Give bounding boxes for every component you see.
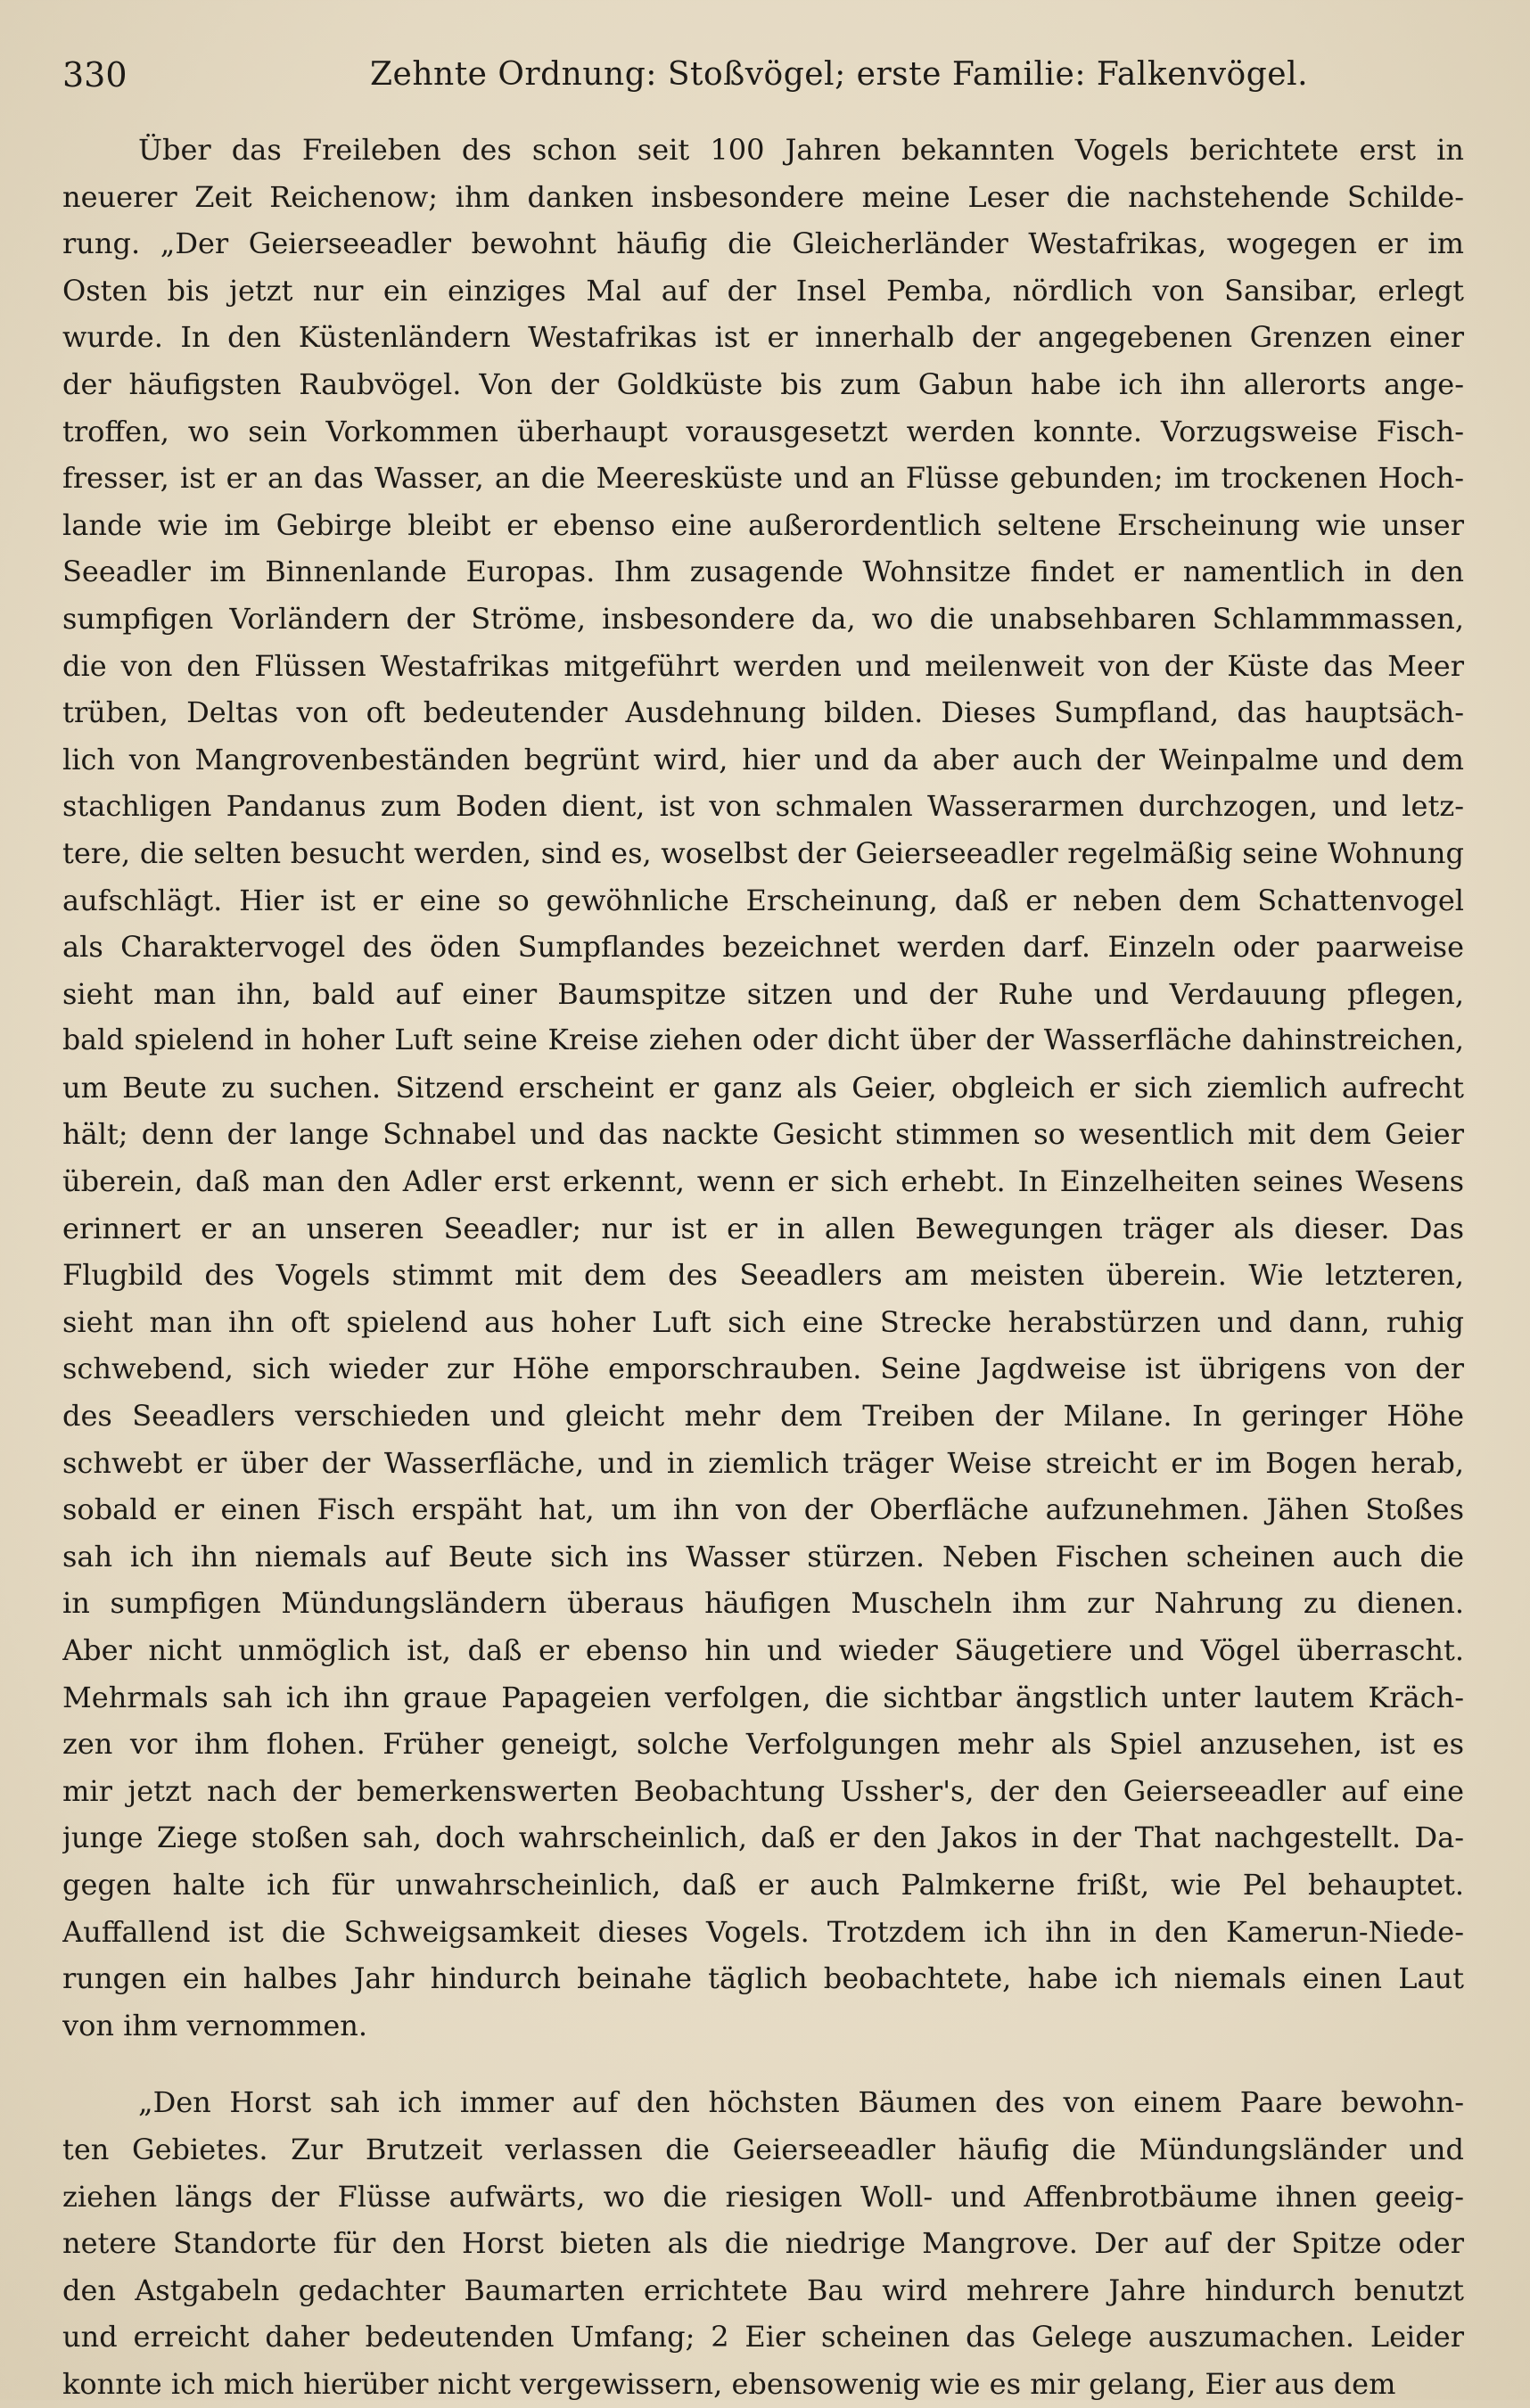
text-line: netere Standorte für den Horst bieten als die niedrige Mangrove. Der auf der Spitze oder bbox=[62, 2226, 1464, 2261]
text-line: Aber nicht unmöglich ist, daß er ebenso hin und wieder Säugetiere und Vögel überrascht. bbox=[62, 1633, 1464, 1667]
paragraph bbox=[62, 2079, 1464, 2407]
running-head: Zehnte Ordnung: Stoßvögel; erste Familie: Falkenvögel. bbox=[370, 56, 1309, 93]
text-line: trüben, Deltas von oft bedeutender Ausdehnung bilden. Dieses Sumpfland, das hauptsäch- bbox=[62, 695, 1464, 730]
text-line: bald spielend in hoher Luft seine Kreise ziehen oder dicht über der Wasserfläche dahinstreichen, bbox=[62, 1024, 1464, 1057]
text-line: in sumpfigen Mündungsländern überaus häufigen Muscheln ihm zur Nahrung zu dienen. bbox=[62, 1586, 1464, 1621]
text-line: den Astgabeln gedachter Baumarten errichtete Bau wird mehrere Jahre hindurch benutzt bbox=[62, 2272, 1464, 2307]
text-line: gegen halte ich für unwahrscheinlich, daß er auch Palmkerne frißt, wie Pel behauptet. bbox=[62, 1867, 1464, 1902]
text-line: fresser, ist er an das Wasser, an die Meeresküste und an Flüsse gebunden; im trockenen Hoch- bbox=[62, 461, 1464, 496]
text-line: „Den Horst sah ich immer auf den höchsten Bäumen des von einem Paare bewohn- bbox=[138, 2085, 1464, 2120]
text-line: ten Gebietes. Zur Brutzeit verlassen die Geierseeadler häufig die Mündungsländer und bbox=[62, 2132, 1464, 2166]
text-line: lande wie im Gebirge bleibt er ebenso eine außerordentlich seltene Erscheinung wie unser bbox=[62, 507, 1464, 542]
text-line: die von den Flüssen Westafrikas mitgeführt werden und meilenweit von der Küste das Meer bbox=[62, 648, 1464, 683]
text-line: sieht man ihn, bald auf einer Baumspitze sitzen und der Ruhe und Verdauung pflegen, bbox=[62, 976, 1464, 1011]
text-line: sobald er einen Fisch erspäht hat, um ihn von der Oberfläche aufzunehmen. Jähen Stoßes bbox=[62, 1492, 1464, 1527]
text-line: rung. „Der Geierseeadler bewohnt häufig die Gleicherländer Westafrikas, wogegen er im bbox=[62, 226, 1464, 261]
text-line: junge Ziege stoßen sah, doch wahrscheinlich, daß er den Jakos in der That nachgestellt. Da- bbox=[62, 1820, 1464, 1855]
page-header bbox=[62, 50, 1480, 100]
paragraph bbox=[62, 127, 1464, 2049]
text-line: sieht man ihn oft spielend aus hoher Luft sich eine Strecke herabstürzen und dann, ruhig bbox=[62, 1304, 1464, 1339]
text-line: hält; denn der lange Schnabel und das nackte Gesicht stimmen so wesentlich mit dem Geier bbox=[62, 1117, 1464, 1152]
text-line: sah ich ihn niemals auf Beute sich ins Wasser stürzen. Neben Fischen scheinen auch die bbox=[62, 1539, 1464, 1574]
text-line: rungen ein halbes Jahr hindurch beinahe täglich beobachtete, habe ich niemals einen Laut bbox=[62, 1961, 1464, 1996]
text-line: troffen, wo sein Vorkommen überhaupt vorausgesetzt werden konnte. Vorzugsweise Fisch- bbox=[62, 414, 1464, 448]
text-line: stachligen Pandanus zum Boden dient, ist von schmalen Wasserarmen durchzogen, und letz- bbox=[62, 789, 1464, 824]
text-line: Auffallend ist die Schweigsamkeit dieses Vogels. Trotzdem ich ihn in den Kamerun-Niede- bbox=[62, 1914, 1464, 1949]
text-line: Über das Freileben des schon seit 100 Jahren bekannten Vogels berichtete erst in bbox=[138, 133, 1464, 167]
text-line: lich von Mangrovenbeständen begrünt wird, hier und da aber auch der Weinpalme und dem bbox=[62, 742, 1464, 777]
text-line: wurde. In den Küstenländern Westafrikas ist er innerhalb der angegebenen Grenzen einer bbox=[62, 320, 1464, 355]
text-line: des Seeadlers verschieden und gleicht mehr dem Treiben der Milane. In geringer Höhe bbox=[62, 1399, 1464, 1434]
text-line: aufschlägt. Hier ist er eine so gewöhnliche Erscheinung, daß er neben dem Schattenvogel bbox=[62, 883, 1464, 917]
text-line: Flugbild des Vogels stimmt mit dem des Seeadlers am meisten überein. Wie letzteren, bbox=[62, 1258, 1464, 1293]
text-line: Mehrmals sah ich ihn graue Papageien verfolgen, die sichtbar ängstlich unter lautem Kräch- bbox=[62, 1680, 1464, 1714]
text-line: Seeadler im Binnenlande Europas. Ihm zusagende Wohnsitze findet er namentlich in den bbox=[62, 555, 1464, 589]
text-line: konnte ich mich hierüber nicht vergewissern, ebensowenig wie es mir gelang, Eier aus dem bbox=[62, 2366, 1396, 2401]
text-line: neuerer Zeit Reichenow; ihm danken insbesondere meine Leser die nachstehende Schilde- bbox=[62, 179, 1464, 214]
page-number: 330 bbox=[62, 55, 128, 95]
text-line: zen vor ihm flohen. Früher geneigt, solche Verfolgungen mehr als Spiel anzusehen, ist es bbox=[62, 1727, 1464, 1762]
text-line: schwebt er über der Wasserfläche, und in ziemlich träger Weise streicht er im Bogen herab, bbox=[62, 1445, 1464, 1480]
text-line: ziehen längs der Flüsse aufwärts, wo die riesigen Woll- und Affenbrotbäume ihnen geeig- bbox=[62, 2179, 1464, 2214]
text-line: Osten bis jetzt nur ein einziges Mal auf der Insel Pemba, nördlich von Sansibar, erlegt bbox=[62, 273, 1464, 308]
text-line: um Beute zu suchen. Sitzend erscheint er ganz als Geier, obgleich er sich ziemlich aufrecht bbox=[62, 1070, 1464, 1105]
text-line: und erreicht daher bedeutenden Umfang; 2 Eier scheinen das Gelege auszumachen. Leider bbox=[62, 2320, 1464, 2355]
text-line: mir jetzt nach der bemerkenswerten Beobachtung Ussher's, der den Geierseeadler auf eine bbox=[62, 1773, 1464, 1808]
text-line: überein, daß man den Adler erst erkennt, wenn er sich erhebt. In Einzelheiten seines Wesens bbox=[62, 1164, 1464, 1199]
text-line: von ihm vernommen. bbox=[62, 2008, 368, 2042]
text-line: schwebend, sich wieder zur Höhe emporschrauben. Seine Jagdweise ist übrigens von der bbox=[62, 1352, 1464, 1386]
text-line: als Charaktervogel des öden Sumpflandes bezeichnet werden darf. Einzeln oder paarweise bbox=[62, 930, 1464, 965]
text-line: tere, die selten besucht werden, sind es, woselbst der Geierseeadler regelmäßig seine Wohnung bbox=[62, 835, 1464, 870]
text-line: erinnert er an unseren Seeadler; nur ist er in allen Bewegungen träger als dieser. Das bbox=[62, 1211, 1464, 1245]
body-text bbox=[62, 127, 1464, 2408]
text-line: der häufigsten Raubvögel. Von der Goldküste bis zum Gabun habe ich ihn allerorts ange- bbox=[62, 366, 1464, 401]
text-line: sumpfigen Vorländern der Ströme, insbesondere da, wo die unabsehbaren Schlammmassen, bbox=[62, 601, 1464, 636]
